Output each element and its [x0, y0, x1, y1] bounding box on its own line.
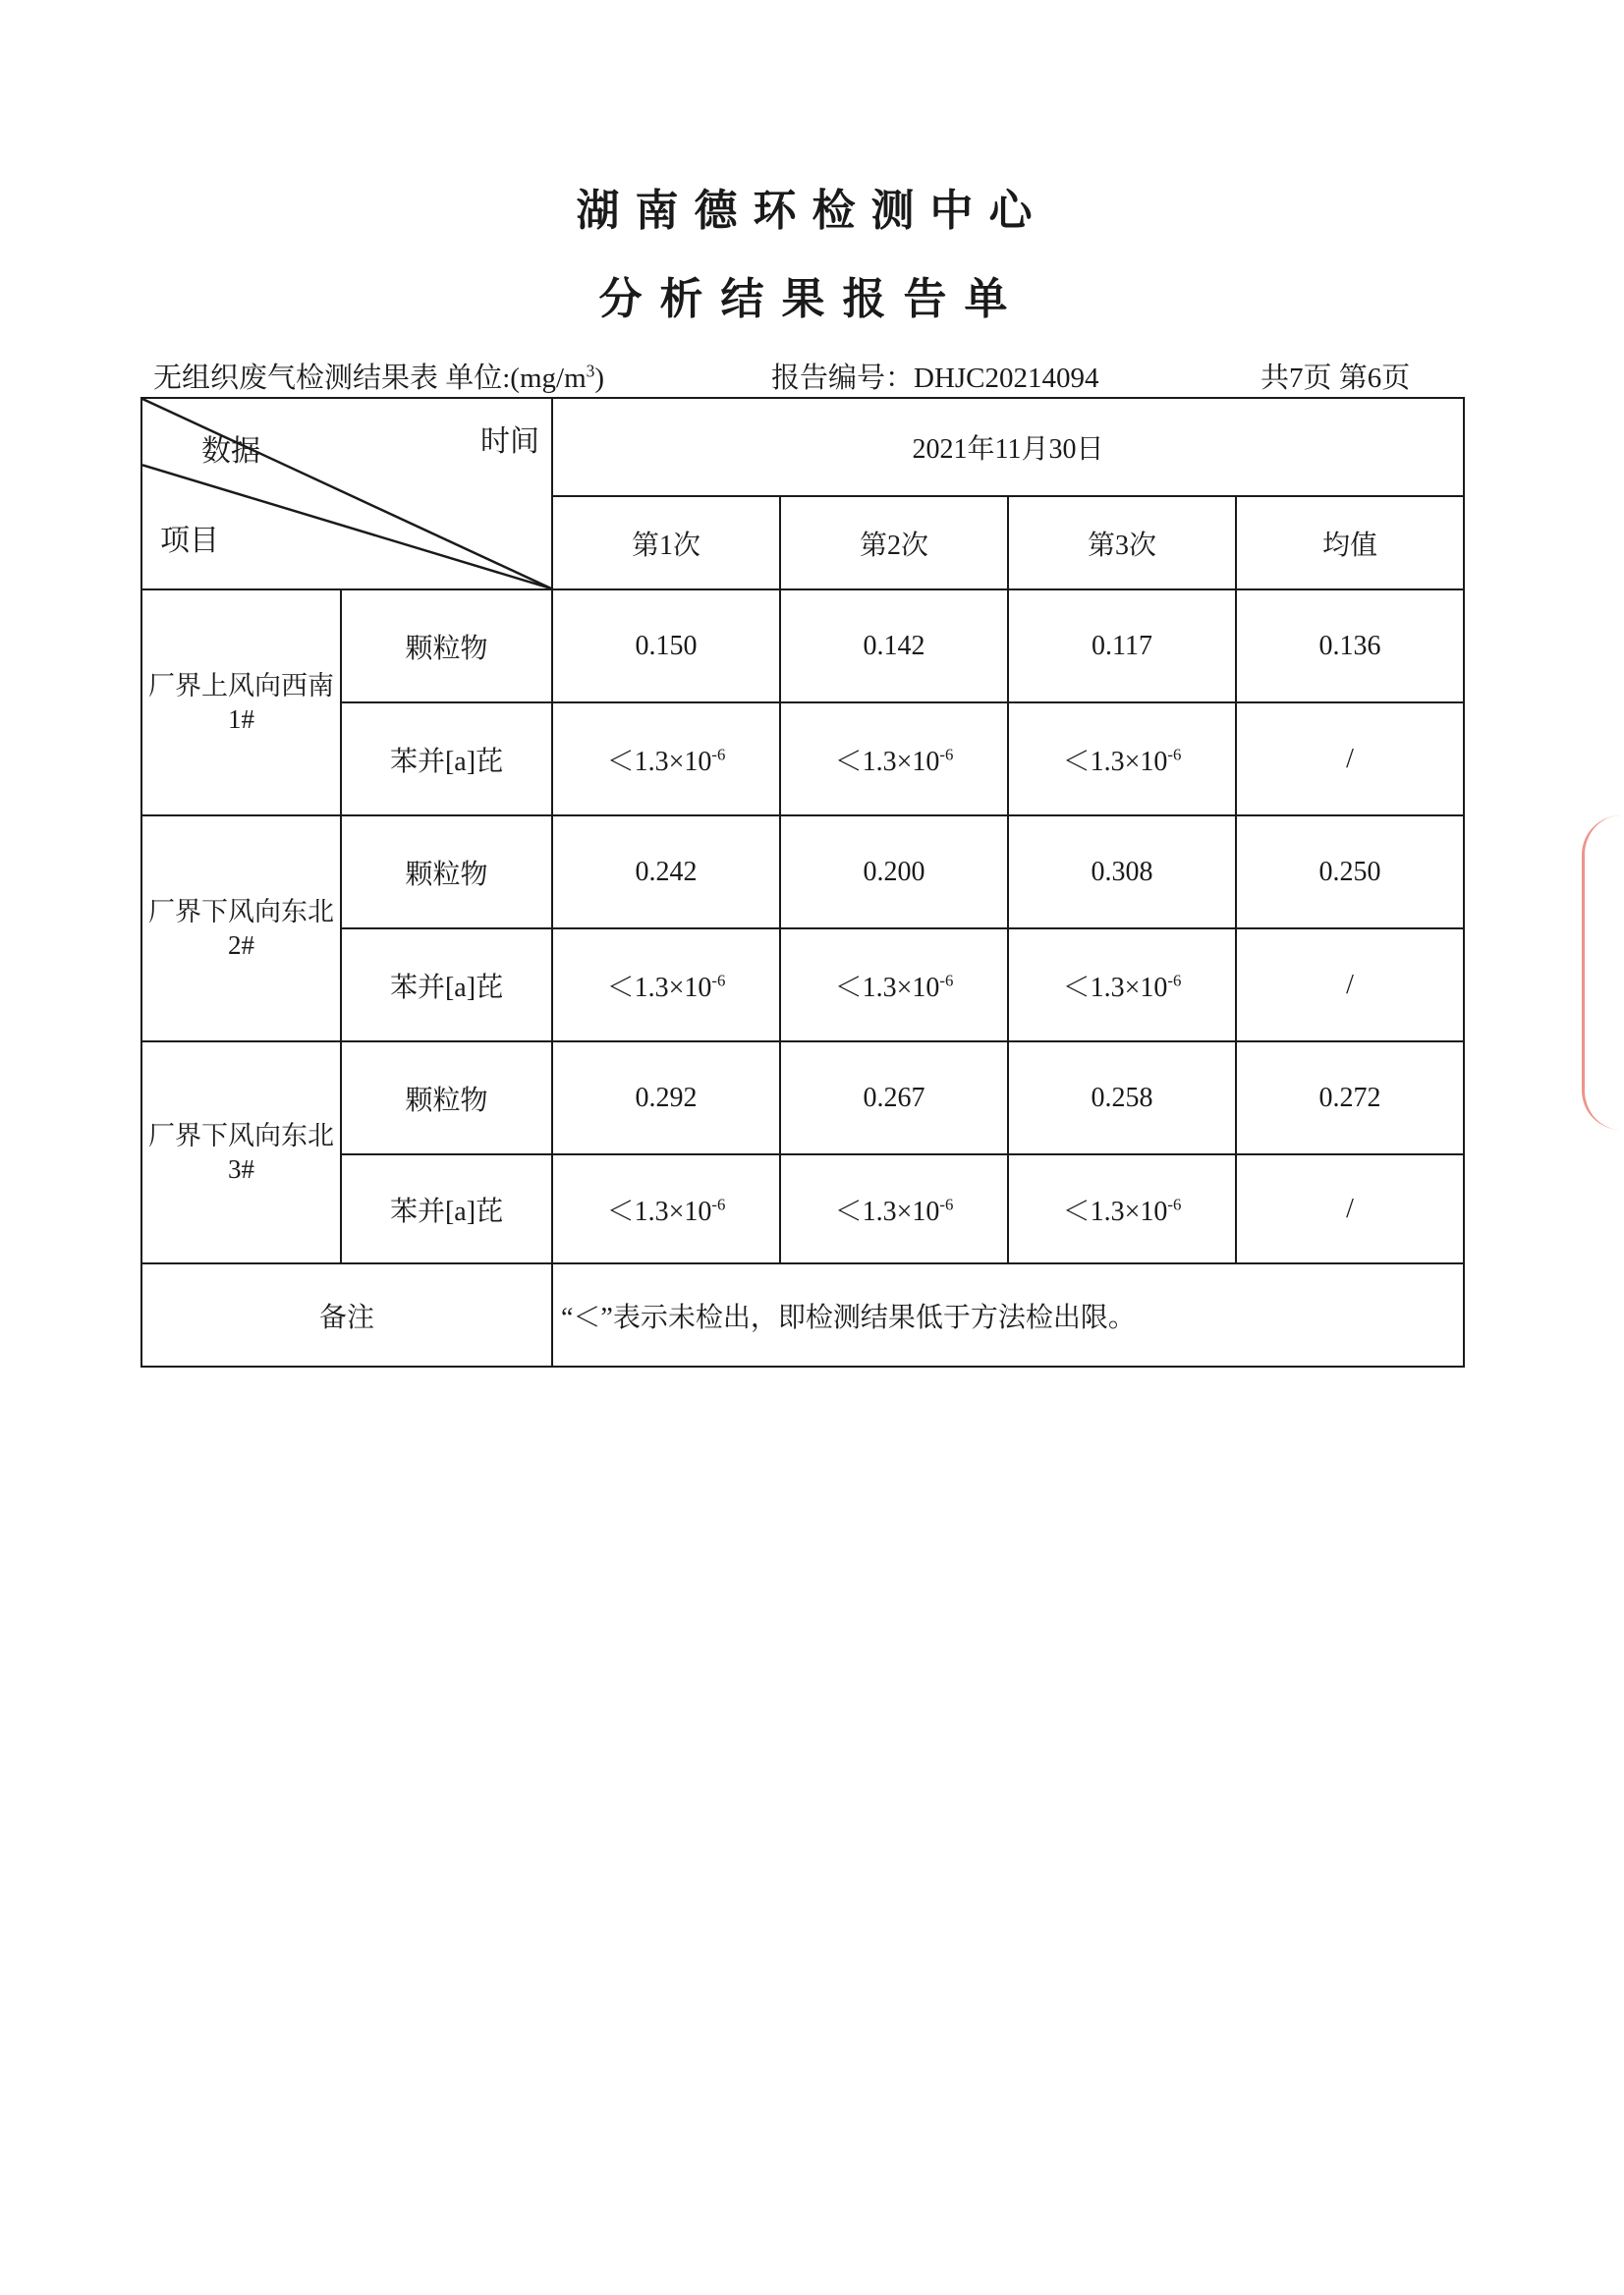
value-cell — [1008, 1154, 1236, 1263]
diagonal-header-cell — [141, 398, 552, 589]
value-cell: 0.292 — [552, 1041, 780, 1154]
item-cell: 苯并[a]芘 — [341, 928, 552, 1041]
value-cell: 0.142 — [780, 589, 1008, 702]
caption-superscript: 3 — [586, 361, 595, 381]
value-text: ＜1.3×10 — [606, 972, 712, 1003]
location-code: 1# — [228, 704, 254, 734]
header-data-label: 数据 — [201, 435, 260, 468]
value-text: ＜1.3×10 — [1062, 1196, 1168, 1227]
value-cell: 0.200 — [780, 815, 1008, 928]
location-cell — [141, 815, 341, 1041]
value-cell — [780, 702, 1008, 815]
location-code: 2# — [228, 930, 254, 960]
exponent: -6 — [939, 971, 954, 990]
location-name: 厂界下风向东北 — [148, 1121, 334, 1150]
value-text: ＜1.3×10 — [834, 746, 940, 777]
value-text: ＜1.3×10 — [1062, 746, 1168, 777]
exponent: -6 — [711, 971, 726, 990]
value-cell: 0.150 — [552, 589, 780, 702]
col-header-mean: 均值 — [1236, 496, 1464, 589]
header-row-date — [141, 398, 1464, 496]
value-cell: 0.117 — [1008, 589, 1236, 702]
red-seal-stamp-edge — [1582, 815, 1624, 1130]
results-table — [140, 397, 1465, 1368]
exponent: -6 — [939, 745, 954, 764]
header-time-label: 时间 — [480, 425, 539, 458]
mean-cell: 0.136 — [1236, 589, 1464, 702]
location-cell — [141, 1041, 341, 1263]
item-cell: 苯并[a]芘 — [341, 702, 552, 815]
col-header-3: 第3次 — [1008, 496, 1236, 589]
table-row — [141, 1041, 1464, 1154]
col-header-2: 第2次 — [780, 496, 1008, 589]
table-row — [141, 815, 1464, 928]
value-cell: 0.258 — [1008, 1041, 1236, 1154]
value-cell — [1008, 928, 1236, 1041]
value-text: ＜1.3×10 — [606, 746, 712, 777]
value-cell: 0.242 — [552, 815, 780, 928]
table-row — [141, 589, 1464, 702]
value-cell: 0.267 — [780, 1041, 1008, 1154]
value-cell — [552, 928, 780, 1041]
item-cell: 苯并[a]芘 — [341, 1154, 552, 1263]
value-text: ＜1.3×10 — [834, 1196, 940, 1227]
mean-cell: / — [1236, 928, 1464, 1041]
exponent: -6 — [1167, 971, 1182, 990]
mean-cell: 0.272 — [1236, 1041, 1464, 1154]
value-text: ＜1.3×10 — [606, 1196, 712, 1227]
report-number: 报告编号：DHJC20214094 — [771, 363, 1099, 394]
note-text: “＜”表示未检出，即检测结果低于方法检出限。 — [552, 1263, 1464, 1367]
organization-title: 湖南德环检测中心 — [576, 186, 1048, 236]
item-cell: 颗粒物 — [341, 1041, 552, 1154]
location-name: 厂界下风向东北 — [148, 897, 334, 926]
value-cell — [780, 1154, 1008, 1263]
caption-end: ) — [594, 363, 605, 394]
location-name: 厂界上风向西南 — [148, 671, 334, 700]
mean-cell: 0.250 — [1236, 815, 1464, 928]
value-cell — [1008, 702, 1236, 815]
date-header: 2021年11月30日 — [552, 398, 1464, 496]
exponent: -6 — [1167, 745, 1182, 764]
header-item-label: 项目 — [160, 525, 219, 557]
mean-cell: / — [1236, 1154, 1464, 1263]
value-cell: 0.308 — [1008, 815, 1236, 928]
caption-text: 无组织废气检测结果表 单位:(mg/m — [153, 363, 587, 394]
note-label: 备注 — [141, 1263, 552, 1367]
value-cell — [780, 928, 1008, 1041]
page-counter: 共7页 第6页 — [1260, 363, 1411, 394]
value-cell — [552, 1154, 780, 1263]
value-text: ＜1.3×10 — [834, 972, 940, 1003]
item-cell: 颗粒物 — [341, 815, 552, 928]
note-row — [141, 1263, 1464, 1367]
item-cell: 颗粒物 — [341, 589, 552, 702]
location-code: 3# — [228, 1154, 254, 1184]
value-cell — [552, 702, 780, 815]
col-header-1: 第1次 — [552, 496, 780, 589]
table-caption — [153, 356, 604, 396]
exponent: -6 — [711, 745, 726, 764]
document-title: 分析结果报告单 — [598, 274, 1026, 324]
value-text: ＜1.3×10 — [1062, 972, 1168, 1003]
mean-cell: / — [1236, 702, 1464, 815]
exponent: -6 — [939, 1195, 954, 1214]
exponent: -6 — [711, 1195, 726, 1214]
location-cell — [141, 589, 341, 815]
exponent: -6 — [1167, 1195, 1182, 1214]
